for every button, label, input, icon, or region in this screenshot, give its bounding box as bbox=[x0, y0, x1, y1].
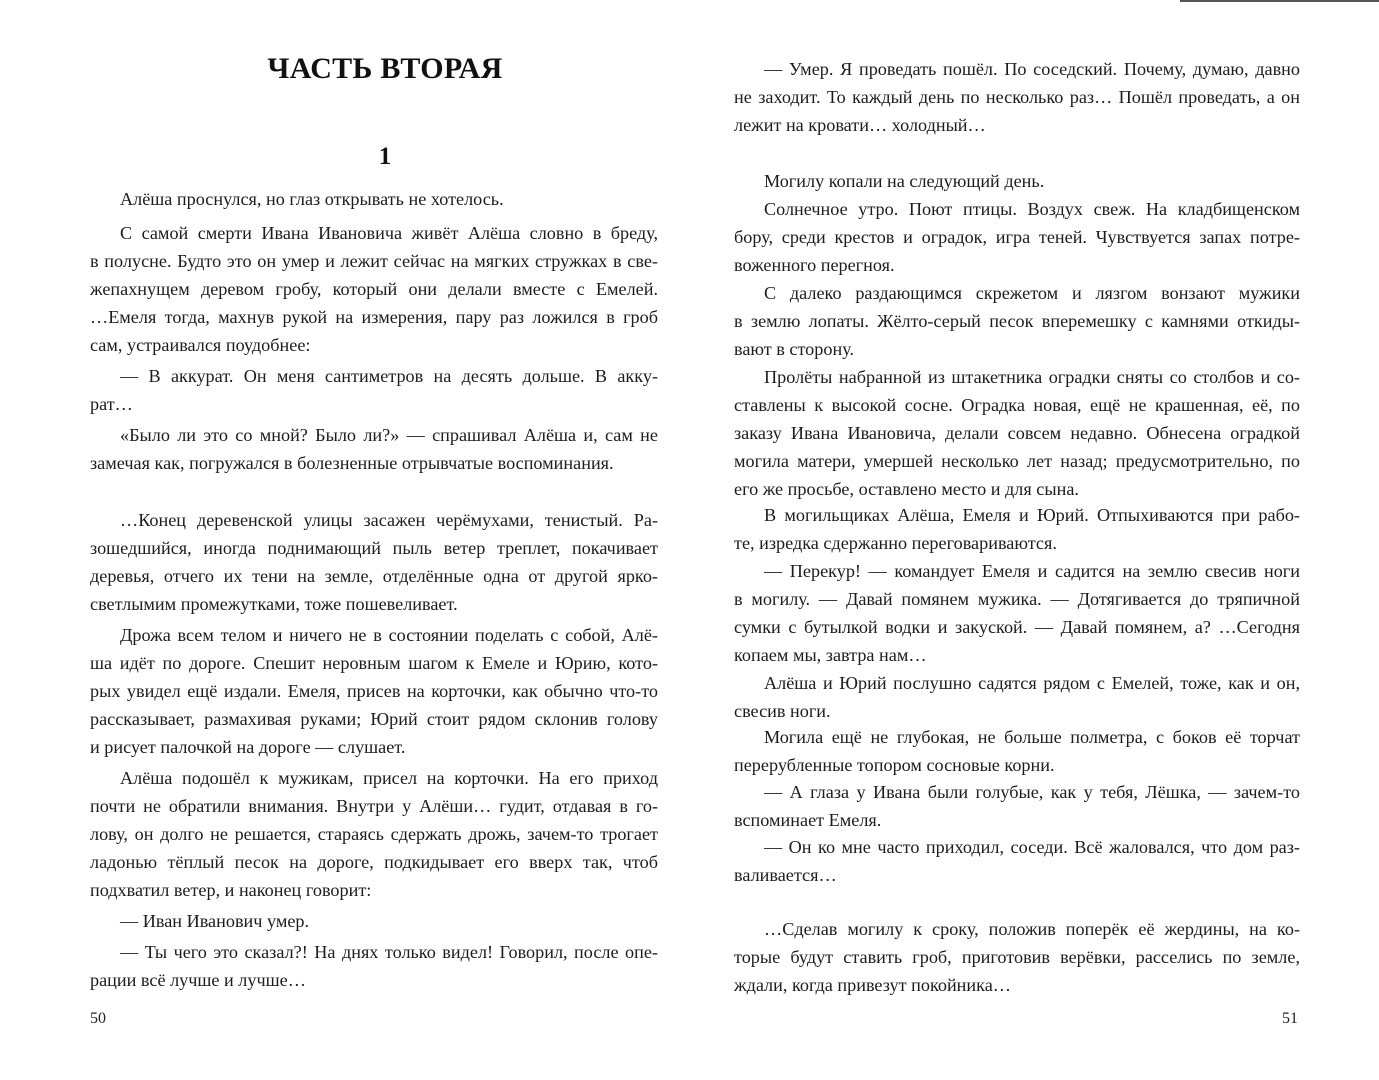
text-line: воженного перегноя. bbox=[734, 255, 895, 275]
text-line: …Сделав могилу к сроку, положив поперёк её жердины, на ко- bbox=[764, 919, 1300, 939]
text-line: — В аккурат. Он меня сантиметров на десять дольше. В акку- bbox=[120, 366, 658, 386]
text-line: копаем мы, завтра нам… bbox=[734, 645, 927, 665]
text-line: светлымим промежутками, тоже пошевеливает. bbox=[90, 594, 458, 614]
text-line: Алёша и Юрий послушно садятся рядом с Емелей, тоже, как и он, bbox=[764, 673, 1300, 693]
text-line: — Иван Иванович умер. bbox=[120, 911, 310, 931]
text-line: в могилу. — Давай помянем мужика. — Дотягивается до тряпичной bbox=[734, 589, 1300, 609]
text-line: …Емеля тогда, махнув рукой на измерения, пару раз ложился в гроб bbox=[90, 307, 658, 327]
text-line: могила матери, умершей несколько лет назад; предусмотрительно, по bbox=[734, 451, 1300, 471]
text-line: валивается… bbox=[734, 865, 837, 885]
text-line: — Умер. Я проведать пошёл. По соседский. Почему, думаю, давно bbox=[764, 59, 1300, 79]
text-line: Могила ещё не глубокая, не больше полметра, с боков её торчат bbox=[764, 727, 1300, 747]
text-line: «Было ли это со мной? Было ли?» — спрашивал Алёша и, сам не bbox=[120, 425, 658, 445]
text-line: ладонью тёплый песок на дороге, подкидывает его вверх так, чтоб bbox=[90, 852, 658, 872]
text-line: — А глаза у Ивана были голубые, как у тебя, Лёшка, — зачем-то bbox=[764, 782, 1300, 802]
part-title: ЧАСТЬ ВТОРАЯ bbox=[267, 52, 503, 85]
text-line: подхватил ветер, и наконец говорит: bbox=[90, 880, 372, 900]
text-line: рассказывает, размахивая руками; Юрий стоит рядом склонив голову bbox=[90, 709, 658, 729]
text-line: его же просьбе, оставлено место и для сына. bbox=[734, 479, 1079, 499]
text-line: сам, устраивался поудобнее: bbox=[90, 335, 311, 355]
text-line: — Ты чего это сказал?! На днях только видел! Говорил, после опе- bbox=[120, 942, 658, 962]
text-line: заказу Ивана Ивановича, делали совсем недавно. Обнесена оградкой bbox=[734, 423, 1300, 443]
text-line: ша идёт по дороге. Спешит неровным шагом к Емеле и Юрию, кото- bbox=[90, 653, 658, 673]
text-line: В могильщиках Алёша, Емеля и Юрий. Отпыхиваются при рабо- bbox=[764, 505, 1300, 525]
text-line: рации всё лучше и лучше… bbox=[90, 970, 306, 990]
text-line: …Конец деревенской улицы засажен черёмухами, тенистый. Ра- bbox=[120, 510, 658, 530]
text-line: Алёша проснулся, но глаз открывать не хотелось. bbox=[120, 189, 504, 209]
text-line: зошедшийся, иногда поднимающий пыль ветер треплет, покачивает bbox=[90, 538, 658, 558]
text-line: лову, он долго не решается, стараясь сдержать дрожь, зачем-то трогает bbox=[90, 824, 658, 844]
text-line: бору, среди крестов и оградок, игра теней. Чувствуется запах потре- bbox=[734, 227, 1300, 247]
text-line: торые будут ставить гроб, приготовив верёвки, расселись по земле, bbox=[734, 947, 1300, 967]
text-line: перерубленные топором сосновые корни. bbox=[734, 755, 1055, 775]
right-page bbox=[690, 0, 1379, 1080]
text-line: не заходит. То каждый день по несколько раз… Пошёл проведать, а он bbox=[734, 87, 1300, 107]
text-line: жепахнущем деревом гробу, который они делали вместе с Емелей. bbox=[90, 279, 658, 299]
text-line: рых увидел ещё издали. Емеля, присев на корточки, как обычно что-то bbox=[90, 681, 658, 701]
text-line: Могилу копали на следующий день. bbox=[764, 171, 1045, 191]
text-line: деревья, отчего их тени на земле, отделённые одна от другой ярко- bbox=[90, 566, 658, 586]
text-line: С самой смерти Ивана Ивановича живёт Алёша словно в бреду, bbox=[120, 223, 658, 243]
text-line: в землю лопаты. Жёлто-серый песок вперемешку с камнями откиды- bbox=[734, 311, 1300, 331]
page-number-left: 50 bbox=[90, 1010, 106, 1027]
text-line: вают в сторону. bbox=[734, 339, 855, 359]
text-line: почти не обратили внимания. Внутри у Алёши… гудит, отдавая в го- bbox=[90, 796, 658, 816]
text-line: — Перекур! — командует Емеля и садится на землю свесив ноги bbox=[764, 561, 1300, 581]
chapter-number: 1 bbox=[378, 143, 392, 170]
text-line: и рисует палочкой на дороге — слушает. bbox=[90, 737, 406, 757]
text-line: вспоминает Емеля. bbox=[734, 810, 882, 830]
text-line: Пролёты набранной из штакетника оградки сняты со столбов и со- bbox=[764, 367, 1300, 387]
text-line: Алёша подошёл к мужикам, присел на корточки. На его приход bbox=[120, 768, 658, 788]
text-line: те, изредка сдержанно переговариваются. bbox=[734, 533, 1057, 553]
text-line: свесив ноги. bbox=[734, 701, 831, 721]
text-line: ждали, когда привезут покойника… bbox=[734, 975, 1011, 995]
text-line: — Он ко мне часто приходил, соседи. Всё жаловался, что дом раз- bbox=[764, 837, 1300, 857]
text-line: рат… bbox=[90, 394, 133, 414]
text-line: лежит на кровати… холодный… bbox=[734, 115, 986, 135]
text-line: сумки с бутылкой водки и закуской. — Давай помянем, а? …Сегодня bbox=[734, 617, 1300, 637]
page-number-right: 51 bbox=[1282, 1010, 1298, 1027]
text-line: ставлены к высокой сосне. Оградка новая, ещё не крашенная, её, по bbox=[734, 395, 1300, 415]
text-line: Дрожа всем телом и ничего не в состоянии поделать с собой, Алё- bbox=[120, 625, 658, 645]
text-line: Солнечное утро. Поют птицы. Воздух свеж. На кладбищенском bbox=[764, 199, 1300, 219]
text-line: замечая как, погружался в болезненные отрывчатые воспоминания. bbox=[90, 453, 614, 473]
text-line: С далеко раздающимся скрежетом и лязгом вонзают мужики bbox=[764, 283, 1300, 303]
text-line: в полусне. Будто это он умер и лежит сейчас на мягких стружках в све- bbox=[90, 251, 658, 271]
